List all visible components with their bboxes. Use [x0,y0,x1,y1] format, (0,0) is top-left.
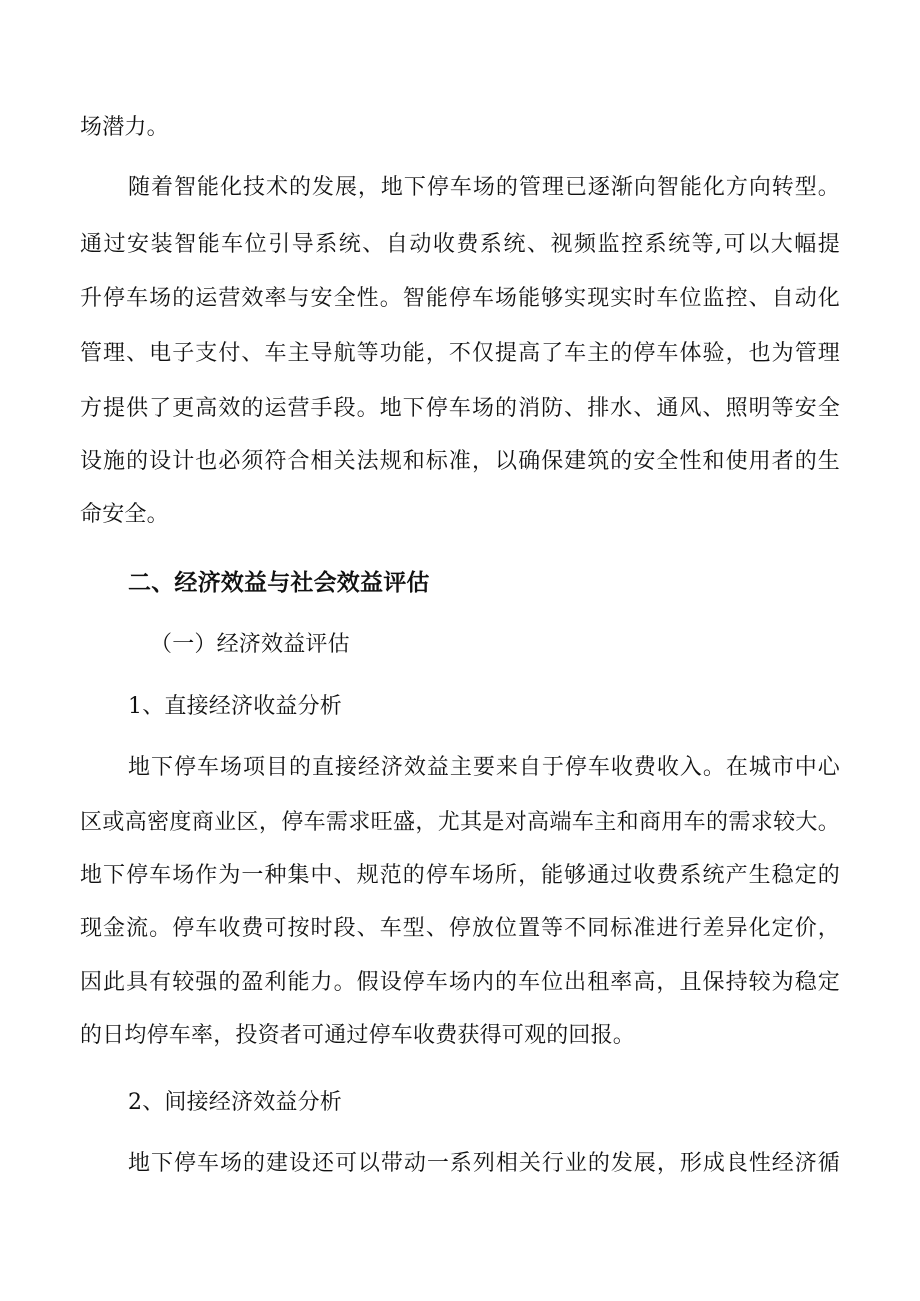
paragraph-line: 管理、电子支付、车主导航等功能，不仅提高了车主的停车体验，也为管理 [80,341,840,366]
paragraph-line: 地下停车场的建设还可以带动一系列相关行业的发展，形成良性经济循 [128,1151,840,1176]
item-heading: 2、间接经济效益分析 [128,1090,342,1115]
paragraph-line: 地下停车场项目的直接经济效益主要来自于停车收费收入。在城市中心 [128,755,840,780]
paragraph-line: 命安全。 [80,502,169,527]
paragraph-line: 随着智能化技术的发展，地下停车场的管理已逐渐向智能化方向转型。 [128,175,840,200]
paragraph-line: 的日均停车率，投资者可通过停车收费获得可观的回报。 [80,1023,636,1048]
paragraph-line: 升停车场的运营效率与安全性。智能停车场能够实现实时车位监控、自动化 [80,286,840,311]
paragraph-line: 因此具有较强的盈利能力。假设停车场内的车位出租率高，且保持较为稳定 [80,970,840,995]
paragraph-line: 通过安装智能车位引导系统、自动收费系统、视频监控系统等,可以大幅提 [80,232,840,257]
paragraph-line: 区或高密度商业区，停车需求旺盛，尤其是对高端车主和商用车的需求较大。 [80,810,840,835]
item-heading: 1、直接经济收益分析 [128,694,342,719]
paragraph-line: 场潜力。 [80,115,169,140]
section-heading: 二、经济效益与社会效益评估 [128,569,430,596]
paragraph-line: 方提供了更高效的运营手段。地下停车场的消防、排水、通风、照明等安全 [80,396,840,421]
paragraph-line: 现金流。停车收费可按时段、车型、停放位置等不同标准进行差异化定价， [80,916,840,941]
paragraph-line: 地下停车场作为一种集中、规范的停车场所，能够通过收费系统产生稳定的 [80,863,840,888]
subsection-heading: （一）经济效益评估 [150,632,350,657]
paragraph-line: 设施的设计也必须符合相关法规和标准，以确保建筑的安全性和使用者的生 [80,449,840,474]
